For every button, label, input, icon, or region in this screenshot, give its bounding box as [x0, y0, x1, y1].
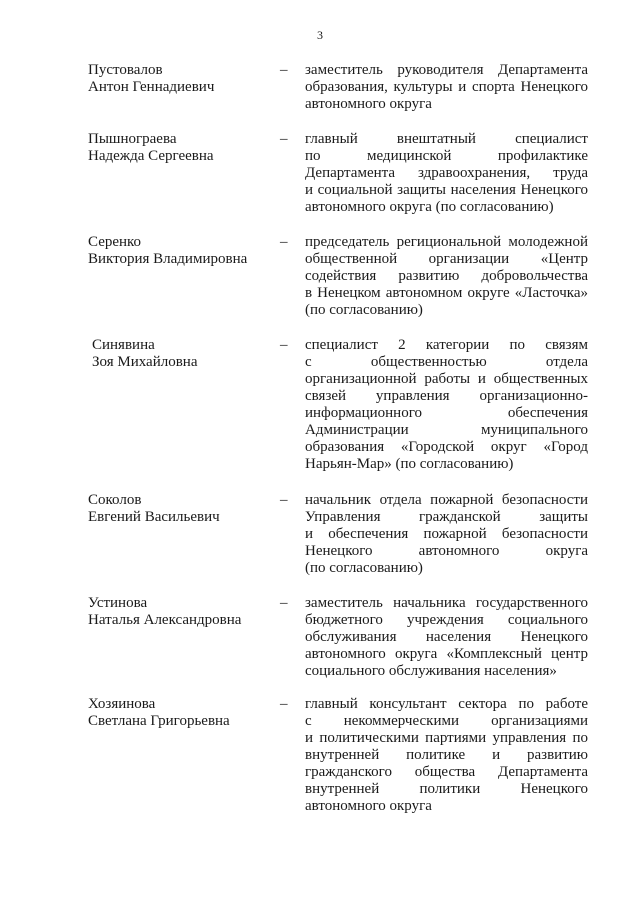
- role-line: информационного обеспечения: [305, 405, 588, 421]
- role-line: внутренней политики Ненецкого: [305, 781, 588, 797]
- member-role: [305, 595, 588, 680]
- role-line: главный консультант сектора по работе: [305, 696, 588, 712]
- role-line: обслуживания населения Ненецкого: [305, 629, 588, 645]
- role-line: и обеспечения пожарной безопасности: [305, 526, 588, 542]
- member-name: [88, 696, 268, 730]
- role-line: (по согласованию): [305, 560, 423, 576]
- role-line: образования, культуры и спорта Ненецкого: [305, 79, 588, 95]
- role-line: по медицинской профилактике: [305, 148, 588, 164]
- role-line: (по согласованию): [305, 302, 423, 318]
- separator-dash: –: [280, 696, 288, 712]
- member-surname: Соколов: [88, 492, 142, 508]
- role-line: содействия развитию добровольчества: [305, 268, 588, 284]
- member-given-names: Виктория Владимировна: [88, 251, 248, 267]
- role-line: организационной работы и общественных: [305, 371, 588, 387]
- member-name: [88, 595, 268, 629]
- member-name: [92, 337, 272, 371]
- role-line: Управления гражданской защиты: [305, 509, 588, 525]
- page-number: 3: [317, 28, 323, 42]
- role-line: и политическими партиями управления по: [305, 730, 588, 746]
- separator-dash: –: [280, 337, 288, 353]
- role-line: бюджетного учреждения социального: [305, 612, 588, 628]
- role-line: и социальной защиты населения Ненецкого: [305, 182, 588, 198]
- member-surname: Пышнограева: [88, 131, 177, 147]
- member-role: [305, 131, 588, 216]
- role-line: с общественностью отдела: [305, 354, 588, 370]
- role-line: с некоммерческими организациями: [305, 713, 588, 729]
- role-line: общественной организации «Центр: [305, 251, 588, 267]
- separator-dash: –: [280, 131, 288, 147]
- member-name: [88, 62, 268, 96]
- member-given-names: Светлана Григорьевна: [88, 713, 230, 729]
- member-given-names: Надежда Сергеевна: [88, 148, 214, 164]
- member-role: [305, 696, 588, 815]
- role-line: Ненецкого автономного округа: [305, 543, 588, 559]
- member-surname: Серенко: [88, 234, 142, 250]
- member-name: [88, 131, 268, 165]
- separator-dash: –: [280, 62, 288, 78]
- role-line: заместитель начальника государственного: [305, 595, 588, 611]
- separator-dash: –: [280, 234, 288, 250]
- role-line: Администрации муниципального: [305, 422, 588, 438]
- member-given-names: Евгений Васильевич: [88, 509, 220, 525]
- role-line: Департамента здравоохранения, труда: [305, 165, 588, 181]
- member-role: [305, 492, 588, 577]
- separator-dash: –: [280, 595, 288, 611]
- role-line: связей управления организационно-: [305, 388, 588, 404]
- role-line: начальник отдела пожарной безопасности: [305, 492, 588, 508]
- member-name: [88, 492, 268, 526]
- role-line: в Ненецком автономном округе «Ласточка»: [305, 285, 588, 301]
- role-line: заместитель руководителя Департамента: [305, 62, 588, 78]
- member-role: [305, 337, 588, 473]
- role-line: образования «Городской округ «Город: [305, 439, 588, 455]
- role-line: социального обслуживания населения»: [305, 663, 557, 679]
- role-line: Нарьян-Мар» (по согласованию): [305, 456, 514, 472]
- member-given-names: Зоя Михайловна: [92, 354, 198, 370]
- role-line: автономного округа «Комплексный центр: [305, 646, 588, 662]
- member-role: [305, 62, 588, 113]
- role-line: автономного округа (по согласованию): [305, 199, 554, 215]
- role-line: автономного округа: [305, 798, 432, 814]
- separator-dash: –: [280, 492, 288, 508]
- role-line: гражданского общества Департамента: [305, 764, 588, 780]
- role-line: председатель регициональной молодежной: [305, 234, 588, 250]
- role-line: внутренней политике и развитию: [305, 747, 588, 763]
- member-role: [305, 234, 588, 319]
- member-surname: Синявина: [92, 337, 155, 353]
- member-name: [88, 234, 268, 268]
- member-surname: Устинова: [88, 595, 148, 611]
- member-surname: Хозяинова: [88, 696, 156, 712]
- role-line: главный внештатный специалист: [305, 131, 588, 147]
- member-given-names: Антон Геннадиевич: [88, 79, 215, 95]
- role-line: автономного округа: [305, 96, 432, 112]
- member-surname: Пустовалов: [88, 62, 163, 78]
- role-line: специалист 2 категории по связям: [305, 337, 588, 353]
- member-given-names: Наталья Александровна: [88, 612, 242, 628]
